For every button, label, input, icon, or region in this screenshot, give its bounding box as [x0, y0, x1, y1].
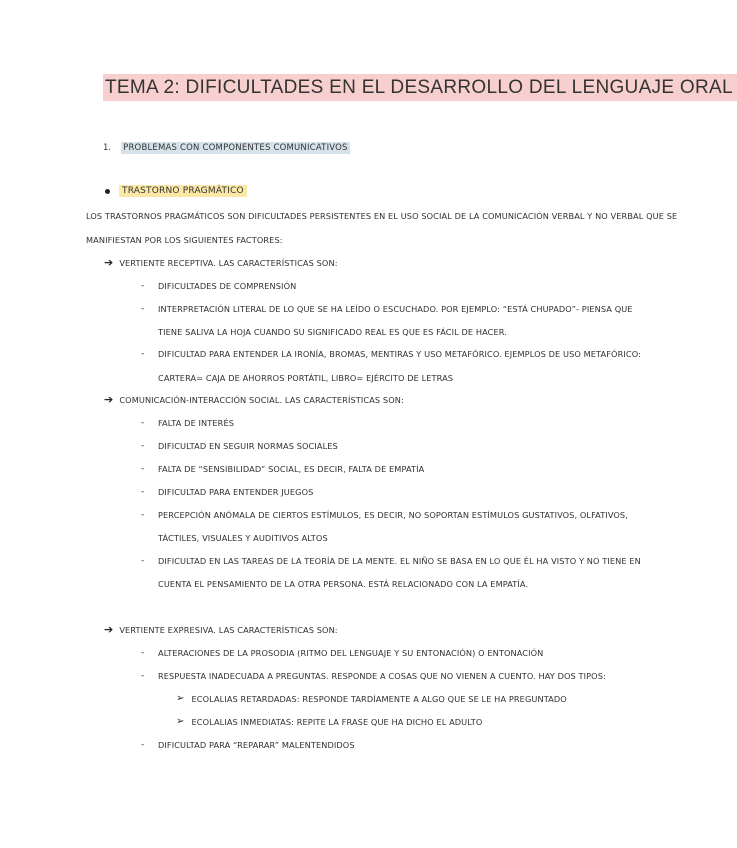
list-item-vertiente-receptiva	[104, 257, 338, 269]
list-item-continuation: TÁCTILES, VISUALES Y AUDITIVOS ALTOS	[158, 533, 328, 543]
list-item: DIFICULTAD EN SEGUIR NORMAS SOCIALES	[158, 441, 338, 451]
bullet-icon	[105, 189, 110, 194]
list-item: FALTA DE INTERÉS	[158, 418, 235, 428]
sublist-item	[176, 716, 482, 728]
section-heading-text: PROBLEMAS CON COMPONENTES COMUNICATIVOS	[123, 142, 348, 153]
triangle-arrow-icon: ➢	[176, 693, 185, 704]
dash-icon: -	[141, 740, 145, 750]
dash-icon: -	[141, 281, 145, 291]
list-item-comunicacion-interaccion	[104, 394, 404, 406]
list-item-continuation: CARTERA= CAJA DE AHORROS PORTÁTIL, LIBRO= EJÉRCITO DE LETRAS	[158, 373, 454, 383]
subheading-text: TRASTORNO PRAGMÁTICO	[119, 185, 247, 197]
intro-line: MANIFIESTAN POR LOS SIGUIENTES FACTORES:	[86, 235, 283, 245]
list-item-continuation: TIENE SALIVA LA HOJA CUANDO SU SIGNIFICADO REAL ES QUE ES FÁCIL DE HACER.	[158, 327, 507, 337]
dash-icon: -	[141, 441, 145, 451]
dash-icon: -	[141, 349, 145, 359]
list-item: DIFICULTAD PARA “REPARAR” MALENTENDIDOS	[158, 740, 355, 750]
dash-icon: -	[141, 304, 145, 314]
dash-icon: -	[141, 671, 145, 681]
arrow-right-icon: ➔	[104, 623, 114, 636]
section-number: 1.	[103, 142, 112, 153]
list-item: PERCEPCIÓN ANÓMALA DE CIERTOS ESTÍMULOS, ES DECIR, NO SOPORTAN ESTÍMULOS GUSTATIVOS, OLFATIVOS,	[158, 510, 628, 520]
dash-icon: -	[141, 464, 145, 474]
list-item-label: COMUNICACIÓN-INTERACCIÓN SOCIAL. LAS CARACTERÍSTICAS SON:	[119, 395, 404, 405]
dash-icon: -	[141, 510, 145, 520]
list-item: DIFICULTAD PARA ENTENDER JUEGOS	[158, 487, 314, 497]
section-heading	[103, 140, 350, 155]
list-item-continuation: CUENTA EL PENSAMIENTO DE LA OTRA PERSONA. ESTÁ RELACIONADO CON LA EMPATÍA.	[158, 579, 529, 589]
sublist-item-label: ECOLALIAS INMEDIATAS: REPITE LA FRASE QUE HA DICHO EL ADULTO	[191, 717, 483, 727]
list-item-label: VERTIENTE EXPRESIVA. LAS CARACTERÍSTICAS SON:	[119, 625, 338, 635]
list-item-label: VERTIENTE RECEPTIVA. LAS CARACTERÍSTICAS SON:	[119, 258, 338, 268]
dash-icon: -	[141, 418, 145, 428]
arrow-right-icon: ➔	[104, 393, 114, 406]
list-item: ALTERACIONES DE LA PROSODIA (RITMO DEL LENGUAJE Y SU ENTONACIÓN) O ENTONACIÓN	[158, 648, 544, 658]
list-item: DIFICULTAD PARA ENTENDER LA IRONÍA, BROMAS, MENTIRAS Y USO METAFÓRICO. EJEMPLOS DE USO METAFÓRICO:	[158, 349, 641, 359]
dash-icon: -	[141, 556, 145, 566]
list-item: FALTA DE “SENSIBILIDAD” SOCIAL, ES DECIR, FALTA DE EMPATÍA	[158, 464, 425, 474]
sublist-item-label: ECOLALIAS RETARDADAS: RESPONDE TARDÍAMENTE A ALGO QUE SE LE HA PREGUNTADO	[191, 694, 567, 704]
triangle-arrow-icon: ➢	[176, 716, 185, 727]
list-item: RESPUESTA INADECUADA A PREGUNTAS. RESPONDE A COSAS QUE NO VIENEN A CUENTO. HAY DOS TIPOS:	[158, 671, 606, 681]
arrow-right-icon: ➔	[104, 256, 114, 269]
list-item: DIFICULTADES DE COMPRENSIÓN	[158, 281, 297, 291]
list-item-vertiente-expresiva	[104, 624, 338, 636]
subheading	[105, 185, 247, 197]
dash-icon: -	[141, 487, 145, 497]
sublist-item	[176, 693, 567, 705]
page-title: TEMA 2: DIFICULTADES EN EL DESARROLLO DEL LENGUAJE ORAL	[103, 74, 737, 101]
list-item: DIFICULTAD EN LAS TAREAS DE LA TEORÍA DE LA MENTE. EL NIÑO SE BASA EN LO QUE ÉL HA VISTO Y NO TIENE EN	[158, 556, 641, 566]
dash-icon: -	[141, 648, 145, 658]
list-item: INTERPRETACIÓN LITERAL DE LO QUE SE HA LEÍDO O ESCUCHADO. POR EJEMPLO: “ESTÁ CHUPADO”- PIENSA QUE	[158, 304, 633, 314]
intro-line: LOS TRASTORNOS PRAGMÁTICOS SON DIFICULTADES PERSISTENTES EN EL USO SOCIAL DE LA COMUNICACIÓN VERBAL Y NO VERBAL QUE SE	[86, 211, 678, 221]
